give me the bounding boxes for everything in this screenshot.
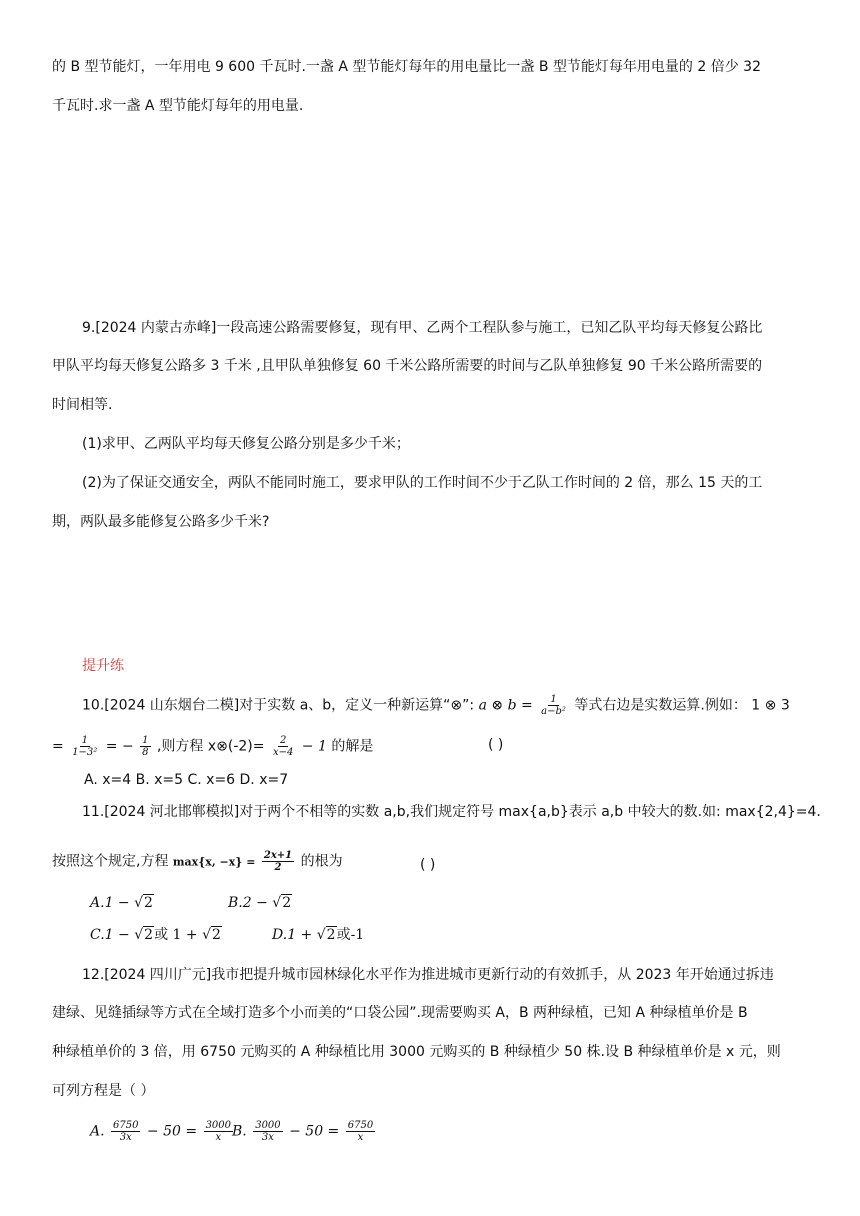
option-a-label: A. xyxy=(90,1123,105,1140)
option-a-denominator1: 3x xyxy=(119,1132,132,1143)
radicand: 2 xyxy=(211,927,221,943)
problem10-equation-numerator: 2 xyxy=(279,735,287,746)
problem9-line1: 9.[2024 内蒙古赤峰]一段高速公路需要修复，现有甲、乙两个工程队参与施工，已知乙队平均每天修复公路比 xyxy=(82,320,763,336)
problem10-example-denominator: 1−3² xyxy=(72,747,98,758)
problem10-def-numerator: 1 xyxy=(550,694,557,705)
problem10-lead: 10.[2024 山东烟台二模]对于实数 a、b，定义一种新运算“⊗”: xyxy=(82,697,475,714)
problem12-line1: 12.[2024 四川广元]我市把提升城市园林绿化水平作为推进城市更新行动的有效抓手，从 2023 年开始通过拆违 xyxy=(82,967,774,983)
option-a-fraction2 xyxy=(204,1120,233,1143)
problem9-line3: 时间相等. xyxy=(52,397,113,413)
problem11-equation-denominator: 2 xyxy=(274,862,282,873)
problem10-def-fraction xyxy=(539,694,568,717)
problem10-line2 xyxy=(52,735,373,758)
problem12-line4: 可列方程是（ ） xyxy=(52,1083,155,1099)
problem11-equation-numerator: 2x+1 xyxy=(263,850,293,861)
problem10-example-fraction xyxy=(70,735,99,758)
option-a-fraction1 xyxy=(111,1120,140,1143)
option-a-numerator2: 3000 xyxy=(205,1120,232,1131)
problem8-line2: 千瓦时.求一盏 A 型节能灯每年的用电量. xyxy=(52,98,304,114)
option-c-mid: 或 1 + xyxy=(154,927,203,943)
option-b-numerator1: 3000 xyxy=(255,1120,281,1131)
problem10-equation-denominator: x−4 xyxy=(272,747,294,758)
problem10-example-text2: 的解是 xyxy=(331,738,374,755)
option-a-numerator1: 6750 xyxy=(113,1120,139,1131)
problem10-line1 xyxy=(82,694,790,717)
problem10-answer-bracket: ( ) xyxy=(488,737,504,753)
option-b-denominator2: x xyxy=(357,1132,364,1143)
problem10-result-denominator: 8 xyxy=(142,747,149,758)
problem11-line2 xyxy=(52,850,343,873)
option-b-fraction1 xyxy=(253,1120,282,1143)
problem8-line1: 的 B 型节能灯，一年用电 9 600 千瓦时.一盏 A 型节能灯每年的用电量比一盏 B 型节能灯每年用电量的 2 倍少 32 xyxy=(52,59,761,75)
problem10-example-mid: = − xyxy=(105,738,134,755)
problem12-option-b xyxy=(232,1120,377,1143)
problem10-equation-tail: − 1 xyxy=(301,738,327,755)
radicand: 2 xyxy=(144,927,154,943)
option-d-expr: 1 + xyxy=(287,927,317,943)
option-c-expr: 1 − xyxy=(104,927,135,943)
sqrt-icon: √2 xyxy=(134,895,153,911)
sqrt-icon: √2 xyxy=(134,927,154,943)
problem11-equation-fraction xyxy=(262,850,294,873)
option-a-denominator2: x xyxy=(215,1132,222,1143)
radicand: 2 xyxy=(326,927,336,943)
problem11-option-d xyxy=(272,925,364,945)
sqrt-icon: √2 xyxy=(202,927,221,943)
problem10-example-text: ,则方程 x⊗(-2)= xyxy=(156,738,265,755)
problem12-line2: 建绿、见缝插绿等方式在全域打造多个小而美的“口袋公园”.现需要购买 A，B 两种绿植，已知 A 种绿植单价是 B xyxy=(52,1005,748,1021)
problem11-tail: 的根为 xyxy=(300,853,343,870)
sqrt-icon: √2 xyxy=(272,895,292,911)
option-b-label: B. xyxy=(228,895,243,911)
sqrt-icon: √2 xyxy=(316,927,336,943)
problem11-answer-bracket: ( ) xyxy=(420,857,436,873)
option-b-expr: 2 − xyxy=(242,895,273,911)
radicand: 2 xyxy=(282,895,292,911)
section-title: 提升练 xyxy=(82,658,124,674)
problem11-line1: 11.[2024 河北邯郸模拟]对于两个不相等的实数 a,b,我们规定符号 max{a,b}表示 a,b 中较大的数.如: max{2,4}=4. xyxy=(82,804,821,820)
problem10-result-numerator: 1 xyxy=(142,735,149,746)
problem11-lead: 按照这个规定,方程 xyxy=(52,853,169,870)
problem9-question1: (1)求甲、乙两队平均每天修复公路分别是多少千米； xyxy=(82,436,410,452)
option-b-numerator2: 6750 xyxy=(347,1120,374,1131)
option-a-mid: − 50 = xyxy=(146,1123,198,1140)
problem10-example-result-fraction xyxy=(140,735,150,758)
problem12-line3: 种绿植单价的 3 倍，用 6750 元购买的 A 种绿植比用 3000 元购买的 B 种绿植少 50 株.设 B 种绿植单价是 x 元，则 xyxy=(52,1044,781,1060)
option-d-label: D. xyxy=(272,927,288,943)
radicand: 2 xyxy=(144,895,153,911)
option-c-label: C. xyxy=(90,927,105,943)
problem9-question2-line1: (2)为了保证交通安全，两队不能同时施工，要求甲队的工作时间不少于乙队工作时间的 2 倍，那么 15 天的工 xyxy=(82,475,763,491)
option-d-tail: 或-1 xyxy=(336,927,365,943)
option-b-denominator1: 3x xyxy=(261,1132,274,1143)
problem10-def-lhs: a ⊗ b = xyxy=(478,697,533,714)
problem10-example-numerator: 1 xyxy=(81,735,88,746)
problem12-option-a xyxy=(90,1120,235,1143)
problem11-option-c xyxy=(90,925,222,945)
problem10-def-denominator: a−b² xyxy=(541,706,566,717)
option-b-fraction2 xyxy=(346,1120,375,1143)
problem11-option-b xyxy=(228,893,292,913)
problem11-option-a xyxy=(90,893,154,913)
problem10-example-eq: = xyxy=(52,738,64,755)
problem10-options: A. x=4 B. x=5 C. x=6 D. x=7 xyxy=(84,772,289,788)
problem9-line2: 甲队平均每天修复公路多 3 千米 ,且甲队单独修复 60 千米公路所需要的时间与乙队单独修复 90 千米公路所需要的 xyxy=(52,358,763,374)
problem9-question2-line2: 期，两队最多能修复公路多少千米? xyxy=(52,514,270,530)
option-b-label: B. xyxy=(232,1123,247,1140)
problem10-equation-fraction xyxy=(271,735,295,758)
problem11-equation-lhs: max{x, −x} = xyxy=(172,855,256,869)
option-a-expr: 1 − xyxy=(104,895,135,911)
option-b-mid: − 50 = xyxy=(289,1123,340,1140)
option-a-label: A. xyxy=(90,895,105,911)
problem10-after-def: 等式右边是实数运算.例如： 1 ⊗ 3 xyxy=(574,697,790,714)
